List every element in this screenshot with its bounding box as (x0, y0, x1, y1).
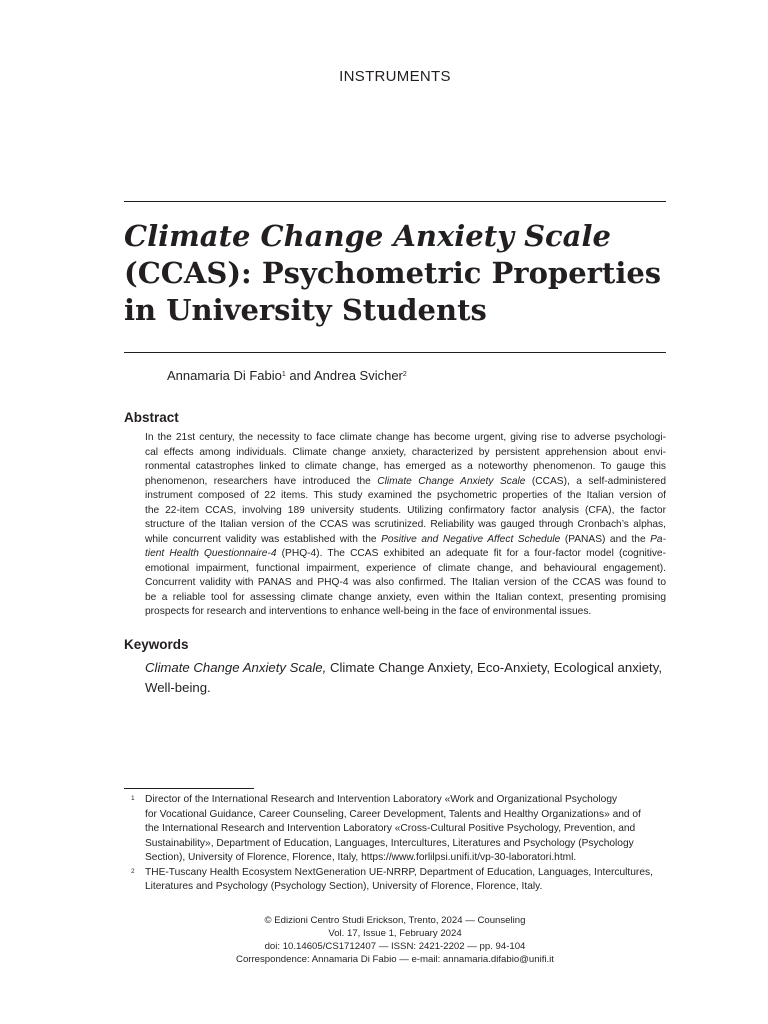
abstract-scale-name: tient Health Questionnaire-4 (145, 548, 277, 559)
title-line-3: in University Students (124, 293, 487, 327)
author-1-affiliation: 1 (281, 371, 286, 378)
abstract-fragment: while concurrent validity was established with the (145, 533, 382, 545)
author-conjunction: and (285, 368, 314, 383)
title-line-2: (CCAS): Psychometric Properties (124, 256, 662, 290)
abstract-scale-name: Positive and Negative Affect Schedule (381, 533, 561, 545)
footnotes (124, 793, 666, 895)
abstract-fragment: (PANAS) and the (560, 533, 651, 545)
imprint-correspondence: Correspondence: Annamaria Di Fabio — e-mail: annamaria.difabio@unifi.it (236, 954, 554, 965)
abstract-fragment: (PHQ-4). The CCAS exhibited an adequate fit for a four-factor model (cognitive- (276, 548, 666, 559)
footnote-line: Sustainability», Department of Education, Languages, Intercultures, Literatures and Psychology (Psychology (145, 837, 634, 849)
abstract-line: emotional impairment, functional impairment, experience of climate change, and behavioural engagement). (145, 562, 666, 574)
section-label: INSTRUMENTS (339, 68, 451, 85)
abstract-heading: Abstract (124, 410, 179, 425)
author-1: Annamaria Di Fabio (167, 368, 282, 383)
title-top-rule (124, 201, 666, 202)
article-title (124, 218, 684, 329)
footnote-line: Director of the International Research and Intervention Laboratory «Work and Organizational Psychology (145, 794, 618, 805)
imprint-doi: doi: 10.14605/CS1712407 — ISSN: 2421-2202 — pp. 94-104 (264, 941, 526, 952)
abstract-line (145, 547, 666, 562)
abstract-line: structure of the Italian version of the CCAS was scrutinized. Reliability was gauged through Cronbach’s alphas, (145, 519, 666, 530)
abstract-line: prospects for research and interventions to enhance well-being in the face of environmental issues. (145, 606, 592, 617)
imprint-copyright: © Edizioni Centro Studi Erickson, Trento, 2024 — Counseling (264, 915, 526, 926)
keywords-rest: Climate Change Anxiety, Eco-Anxiety, Ecological anxiety, (326, 660, 663, 675)
keywords-line: Well-being. (145, 680, 211, 695)
keywords-text (145, 658, 666, 698)
footnote-line: Section), University of Florence, Florence, Italy, https://www.forlilpsi.unifi.it/vp-30-laboratori.html. (145, 852, 577, 863)
title-bottom-rule (124, 352, 666, 353)
abstract-text (145, 431, 666, 620)
abstract-scale-name: Climate Change Anxiety Scale (377, 475, 526, 487)
author-2: Andrea Svicher (314, 368, 403, 383)
imprint-volume: Vol. 17, Issue 1, February 2024 (328, 928, 462, 939)
footnote-1 (124, 793, 666, 866)
abstract-fragment: (CCAS), a self-administered (525, 475, 666, 487)
abstract-line: In the 21st century, the necessity to face climate change has become urgent, giving rise to adverse psychologi- (145, 432, 666, 443)
abstract-line: be a reliable tool for assessing climate change anxiety, even within the Italian context, presenting promising (145, 591, 666, 603)
abstract-line (145, 475, 666, 490)
abstract-line: the 22-item CCAS, involving 189 university students. Utilizing confirmatory factor analysis (CFA), the factor (145, 504, 666, 516)
footnote-number: 1 (131, 795, 135, 802)
footnote-line: for Vocational Guidance, Career Counseling, Career Development, Talents and Healthy Organizations» and of (145, 808, 641, 820)
abstract-line: ronmental catastrophes linked to climate change, has emerged as a noteworthy phenomenon. To gauge this (145, 461, 666, 472)
keywords-line (145, 658, 666, 678)
footnote-line: the International Research and Intervention Laboratory «Cross-Cultural Positive Psychology, Prevention, and (145, 823, 636, 834)
footnote-line: THE-Tuscany Health Ecosystem NextGeneration UE-NRRP, Department of Education, Languages, Intercultures, (145, 866, 653, 878)
title-italic-part: Climate Change Anxiety Scale (124, 219, 611, 253)
footnote-separator (124, 788, 254, 789)
keywords-heading: Keywords (124, 637, 189, 652)
abstract-line (145, 533, 666, 548)
keyword-scale-name: Climate Change Anxiety Scale, (145, 660, 327, 675)
author-2-affiliation: 2 (402, 371, 407, 378)
footnote-line: Literatures and Psychology (Psychology Section), University of Florence, Florence, Italy. (145, 881, 543, 892)
abstract-line: instrument composed of 22 items. This study examined the psychometric properties of the Italian version of (145, 490, 666, 501)
footnote-2 (124, 866, 666, 895)
abstract-line: Concurrent validity with PANAS and PHQ-4 was also confirmed. The Italian version of the CCAS was found to (145, 577, 666, 588)
footnote-number: 2 (131, 867, 135, 875)
abstract-scale-name: Pa- (650, 533, 666, 545)
publisher-imprint (0, 914, 768, 966)
abstract-fragment: phenomenon, researchers have introduced the (145, 475, 378, 487)
author-line (167, 368, 407, 383)
abstract-line: cal effects among individuals. Climate change anxiety, characterized by persistent apprehension about envi- (145, 446, 666, 458)
